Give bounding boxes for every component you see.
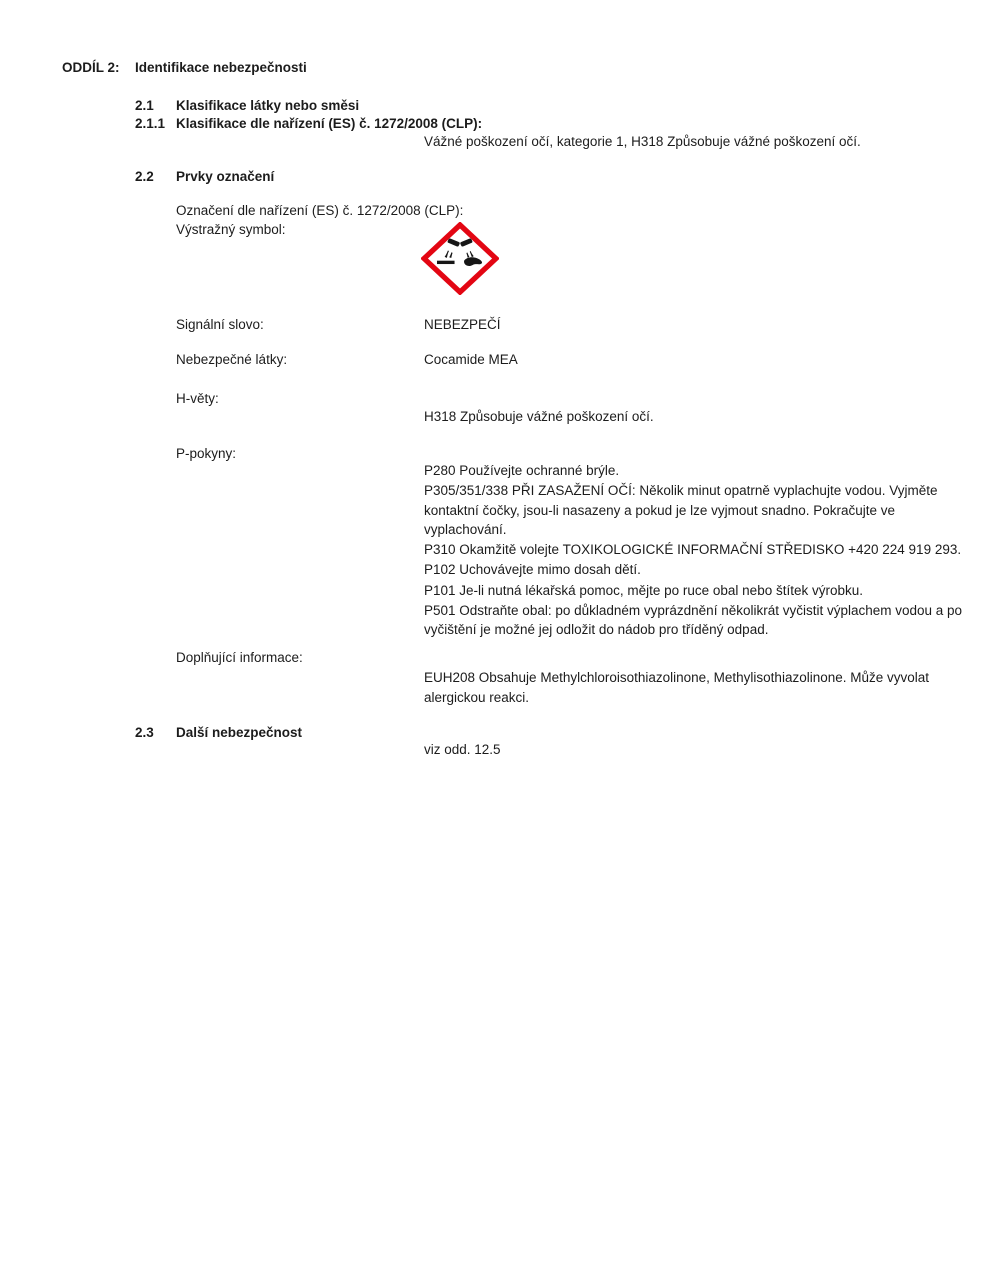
additional-info-value: EUH208 Obsahuje Methylchloroisothiazolinone, Methylisothiazolinone. Může vyvolat alergickou reakci. bbox=[424, 670, 930, 705]
labeling-regulation-line: Označení dle nařízení (ES) č. 1272/2008 (CLP): bbox=[176, 203, 464, 218]
subsection-2-1-1-title: Klasifikace dle nařízení (ES) č. 1272/2008 (CLP): bbox=[176, 116, 483, 131]
classification-value: Vážné poškození očí, kategorie 1, H318 Způsobuje vážné poškození očí. bbox=[424, 134, 861, 149]
subsection-2-1-1-number: 2.1.1 bbox=[135, 116, 166, 131]
subsection-2-2-number: 2.2 bbox=[135, 169, 154, 184]
subsection-2-2-title: Prvky označení bbox=[176, 169, 275, 184]
p-statement: P501 Odstraňte obal: po důkladném vyprázdnění několikrát vyčistit výplachem vodou a po vyčištění je možné jej odložit do nádob pro tříděný odpad. bbox=[424, 602, 963, 638]
additional-info-label: Doplňující informace: bbox=[176, 650, 303, 665]
p-statement: P280 Používejte ochranné brýle. bbox=[424, 463, 620, 478]
subsection-2-1-number: 2.1 bbox=[135, 98, 154, 113]
subsection-2-3-number: 2.3 bbox=[135, 725, 154, 740]
signal-word-value: NEBEZPEČÍ bbox=[424, 317, 501, 332]
ghs05-corrosion-pictogram-icon bbox=[421, 222, 499, 295]
section-title: Identifikace nebezpečnosti bbox=[135, 60, 307, 75]
h-statement-value: H318 Způsobuje vážné poškození očí. bbox=[424, 409, 654, 424]
other-hazards-value: viz odd. 12.5 bbox=[424, 742, 501, 757]
p-statements-label: P-pokyny: bbox=[176, 446, 237, 461]
p-statement: P310 Okamžitě volejte TOXIKOLOGICKÉ INFORMAČNÍ STŘEDISKO +420 224 919 293. bbox=[424, 542, 962, 558]
section-number: ODDÍL 2: bbox=[62, 60, 120, 75]
signal-word-label: Signální slovo: bbox=[176, 317, 264, 332]
p-statement: P101 Je-li nutná lékařská pomoc, mějte po ruce obal nebo štítek výrobku. bbox=[424, 582, 863, 598]
hazardous-substances-value: Cocamide MEA bbox=[424, 352, 518, 367]
p-statement: P305/351/338 PŘI ZASAŽENÍ OČÍ: Několik minut opatrně vyplachujte vodou. Vyjměte kontaktní čočky, jsou-li nasazeny a pokud je lze vyjmout snadno. Pokračujte ve vyplachování. bbox=[424, 483, 938, 538]
warning-symbol-label: Výstražný symbol: bbox=[176, 222, 286, 237]
h-statements-label: H-věty: bbox=[176, 391, 219, 406]
subsection-2-1-title: Klasifikace látky nebo směsi bbox=[176, 98, 360, 113]
p-statement: P102 Uchovávejte mimo dosah dětí. bbox=[424, 562, 641, 578]
p-statements-list bbox=[424, 461, 964, 640]
hazardous-substances-label: Nebezpečné látky: bbox=[176, 352, 288, 367]
subsection-2-3-title: Další nebezpečnost bbox=[176, 725, 303, 740]
